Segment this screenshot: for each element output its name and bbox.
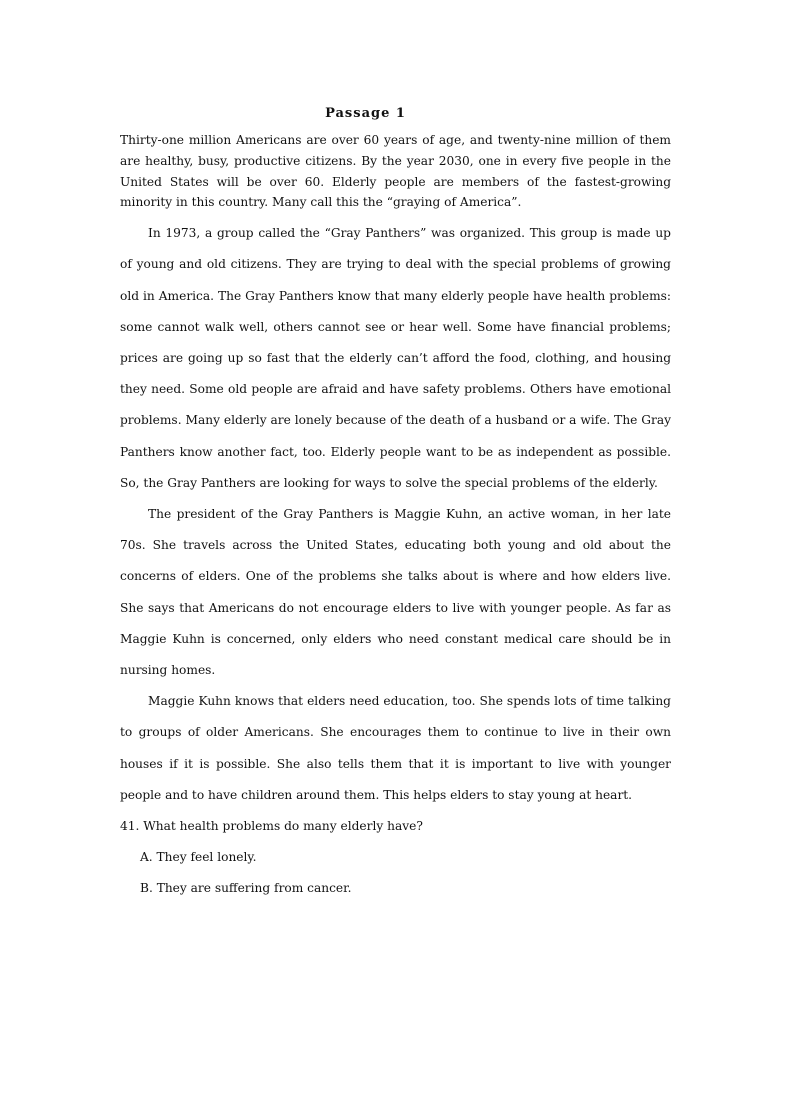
option-b: B. They are suffering from cancer. [140,881,352,896]
paragraph-1: Thirty-one million Americans are over 60 years of age, and twenty-nine million of them are healthy, busy, productive citizens. By the year 2030, one in every five people in the United States will be over 60. Elderly people are members of the fastest-growing minority in this country. Many call this the “graying of America”. [120,133,671,210]
paragraph-4: Maggie Kuhn knows that elders need education, too. She spends lots of time talking to groups of older Americans. She encourages them to continue to live in their own houses if it is possible. She also tells them that it is important to live with younger people and to have children around them. This helps elders to stay young at heart. [120,694,671,802]
question-stem: 41. What health problems do many elderly have? [120,819,423,834]
option-a: A. They feel lonely. [140,850,257,865]
paragraph-3: The president of the Gray Panthers is Maggie Kuhn, an active woman, in her late 70s. She travels across the United States, educating both young and old about the concerns of elders. One of the problems she talks about is where and how elders live. She says that Americans do not encourage elders to live with younger people. As far as Maggie Kuhn is concerned, only elders who need constant medical care should be in nursing homes. [120,507,671,678]
document-page [120,104,671,905]
passage-title: Passage 1 [325,106,406,121]
paragraph-2: In 1973, a group called the “Gray Panthers” was organized. This group is made up of young and old citizens. They are trying to deal with the special problems of growing old in America. The Gray Panthers know that many elderly people have health problems: some cannot walk well, others cannot see or hear well. Some have financial problems; prices are going up so fast that the elderly can’t afford the food, clothing, and housing they need. Some old people are afraid and have safety problems. Others have emotional problems. Many elderly are lonely because of the death of a husband or a wife. The Gray Panthers know another fact, too. Elderly people want to be as independent as possible. So, the Gray Panthers are looking for ways to solve the special problems of the elderly. [120,226,671,490]
